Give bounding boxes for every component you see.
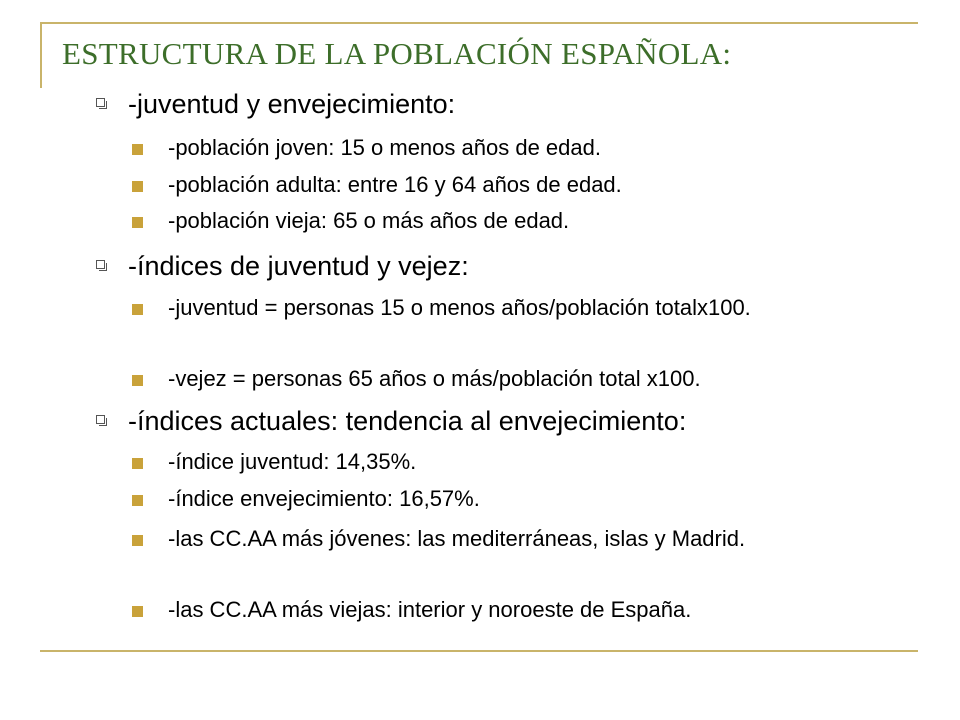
square-bullet-icon <box>132 606 143 617</box>
square-bullet-icon <box>132 535 143 546</box>
slide-title: ESTRUCTURA DE LA POBLACIÓN ESPAÑOLA: <box>62 36 732 71</box>
square-bullet-icon <box>132 304 143 315</box>
square-bullet-icon <box>132 181 143 192</box>
hollow-square-bullet-icon <box>96 260 105 269</box>
square-bullet-icon <box>132 458 143 469</box>
hollow-square-bullet-icon <box>96 98 105 107</box>
square-bullet-icon <box>132 375 143 386</box>
square-bullet-icon <box>132 144 143 155</box>
square-bullet-icon <box>132 217 143 228</box>
slide-body: -juventud y envejecimiento: -población joven: 15 o menos años de edad. -población adulta: entre 16 y 64 años de edad. -población vieja: 65 o más años de edad. -índices de juventud y vejez: -juventud = personas 15 o menos años/población totalx100. -vejez = personas 65 años o más/población total x100. -índices actuales: tendencia al envejecimiento: -índice juventud: 14,35%. -índice envejecimiento: 16,57%. -las CC.AA más jóvenes: las mediterráneas, islas y Madrid. -las CC.AA más viejas: interior y noroeste de España. <box>0 0 960 720</box>
square-bullet-icon <box>132 495 143 506</box>
frame-bottom-line <box>40 650 918 652</box>
hollow-square-bullet-icon <box>96 415 105 424</box>
